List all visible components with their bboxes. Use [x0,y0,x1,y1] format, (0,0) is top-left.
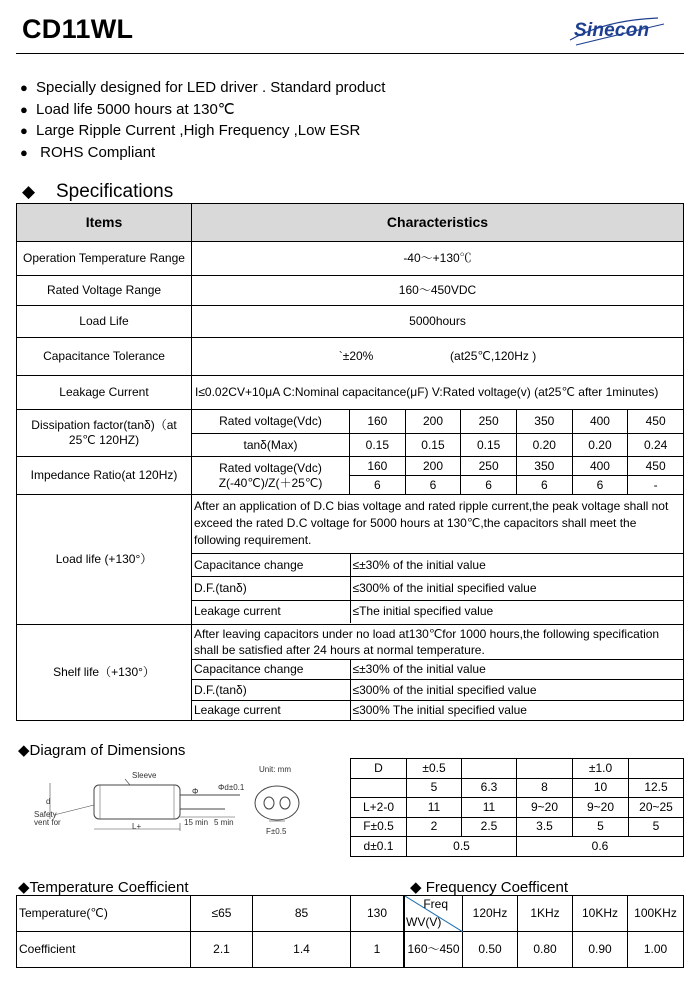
imp-voltage: 350 [516,457,572,476]
diamond-icon: ◆ [18,742,30,759]
list-item: ● ROHS Compliant [20,142,385,164]
freq-corner-top: Freq [423,897,448,911]
imp-voltage: 250 [461,457,517,476]
df-value: 0.20 [572,434,628,457]
diamond-icon: ◆ [18,879,30,896]
shelf-test-subtable [192,659,683,720]
load-test-cell [192,495,684,625]
df-value: 0.20 [516,434,572,457]
criteria-value: ≤The initial specified value [350,600,683,623]
imp-value: 6 [572,476,628,495]
cap-tol-cell [192,338,684,376]
dimensions-heading: ◆Diagram of Dimensions [18,742,186,759]
diagram-d-mark: d [46,797,51,806]
imp-value: - [628,476,684,495]
imp-value: 6 [461,476,517,495]
diagram-lead5: 5 min [214,818,234,827]
criteria-key: D.F.(tanδ) [192,680,350,700]
dim-F: 2 [407,817,462,837]
op-temp-label: Operation Temperature Range [17,242,192,276]
freq-coef-value: 0.90 [573,932,628,968]
impedance-row-label: Rated voltage(Vdc) Z(-40℃)/Z(＋25℃) [192,457,350,495]
page-title: CD11WL [22,14,134,44]
cap-tol-condition: (at25℃,120Hz ) [450,349,537,363]
imp-value: 6 [516,476,572,495]
df-voltage: 160 [350,410,406,434]
temp-coef-heading: ◆Temperature Coefficient [18,879,189,896]
dim-F-label: F±0.5 [351,817,407,837]
col-items-header: Items [17,204,192,242]
freq-coef-table [404,895,684,968]
df-voltage: 350 [516,410,572,434]
criteria-value: ≤±30% of the initial value [350,660,683,680]
bullet-icon: ● [20,80,28,95]
freq-corner-cell [405,896,463,932]
df-value: 0.15 [461,434,517,457]
header-rule [16,53,684,54]
dim-F: 3.5 [517,817,573,837]
specifications-heading: ◆ Specifications [22,181,174,202]
op-temp-value: -40～+130℃ [192,242,684,276]
list-item: ● Large Ripple Current ,High Frequency ,Low ESR [20,120,385,142]
dim-D-label: D [351,759,407,779]
coef-row-label: Coefficient [17,932,191,968]
criteria-value: ≤300% of the initial specified value [350,577,683,600]
dimensions-table [350,758,684,857]
dim-D: 8 [517,778,573,798]
df-voltage: 450 [628,410,684,434]
shelf-test-desc: After leaving capacitors under no load at130℃for 1000 hours,the following specification shall be satisfied after 24 hours at normal temperature. [194,627,660,657]
temp-value: 130 [351,896,404,932]
freq-value: 1KHz [518,896,573,932]
imp-voltage: 450 [628,457,684,476]
temp-coef-table [16,895,404,968]
bullet-icon: ● [20,101,28,117]
dim-F: 5 [629,817,684,837]
dim-L: 20~25 [629,798,684,818]
criteria-key: Leakage current [192,700,350,720]
dim-F: 2.5 [462,817,517,837]
brand-logo [566,14,666,48]
coef-value: 2.1 [191,932,253,968]
cap-tol-value: `±20% [338,349,374,363]
rated-voltage-label: Rated Voltage Range [17,276,192,306]
load-test-desc: After an application of D.C bias voltage and rated ripple current,the peak voltage shall not exceed the rated D.C voltage for 5000 hours at 130℃,the capacitors shall meet the following requirement. [194,499,669,547]
freq-corner-bottom: WV(V) [406,915,442,929]
temp-value: ≤65 [191,896,253,932]
coef-value: 1 [351,932,404,968]
freq-value: 10KHz [573,896,628,932]
df-value: 0.15 [350,434,406,457]
load-life-label: Load Life [17,306,192,338]
criteria-value: ≤300% of the initial specified value [350,680,683,700]
dim-d: 0.6 [517,837,684,857]
diagram-length: L+ [132,822,142,831]
list-item: ● Specially designed for LED driver . Standard product [20,77,385,99]
freq-coef-value: 0.80 [518,932,573,968]
dim-d-label: d±0.1 [351,837,407,857]
load-life-value: 5000hours [192,306,684,338]
df-label: Dissipation factor(tanδ)（at 25℃ 120HZ) [17,410,192,457]
dim-D: 12.5 [629,778,684,798]
col-characteristics-header: Characteristics [192,204,684,242]
diagram-phi: Φ [192,787,199,796]
shelf-test-label: Shelf life（+130°） [17,625,192,721]
rated-voltage-value: 160～450VDC [192,276,684,306]
dim-L: 11 [462,798,517,818]
dim-d: 0.5 [407,837,517,857]
imp-voltage: 160 [350,457,406,476]
dim-tol: ±0.5 [407,759,462,779]
df-voltage: 200 [405,410,461,434]
bullet-icon: ● [20,123,28,138]
bullet-icon: ● [20,144,28,160]
diamond-icon: ◆ [410,879,422,896]
temp-row-label: Temperature(℃) [17,896,191,932]
brand-name: Sinecon [574,20,650,41]
dim-D: 6.3 [462,778,517,798]
dim-F: 5 [573,817,629,837]
diagram-sleeve: Sleeve [132,771,157,780]
leakage-label: Leakage Current [17,376,192,410]
imp-voltage: 400 [572,457,628,476]
dim-tol: ±1.0 [573,759,629,779]
dim-D: 10 [573,778,629,798]
dim-D: 5 [407,778,462,798]
imp-value: 6 [405,476,461,495]
dim-L: 11 [407,798,462,818]
criteria-key: Capacitance change [194,557,304,572]
impedance-label: Impedance Ratio(at 120Hz) [17,457,192,495]
load-test-label: Load life (+130°） [17,495,192,625]
df-value: 0.24 [628,434,684,457]
df-tan-label: tanδ(Max) [192,434,350,457]
criteria-key: Leakage current [192,600,350,623]
load-test-subtable [192,553,683,623]
cap-tol-label: Capacitance Tolerance [17,338,192,376]
dim-L-label: L+2-0 [351,798,407,818]
df-voltage-label: Rated voltage(Vdc) [192,410,350,434]
wv-value: 160～450 [405,932,463,968]
diamond-icon: ◆ [22,182,36,201]
freq-coef-value: 1.00 [628,932,684,968]
freq-value: 120Hz [463,896,518,932]
df-voltage: 400 [572,410,628,434]
feature-list [20,77,385,163]
shelf-test-cell [192,625,684,721]
specifications-table [16,203,684,721]
diagram-safety-vent: Safety vent for [34,810,61,827]
dim-L: 9~20 [573,798,629,818]
temp-value: 85 [253,896,351,932]
imp-voltage: 200 [405,457,461,476]
freq-coef-heading: ◆ Frequency Coefficent [410,879,569,896]
diagram-phi-d: Φd±0.1 [218,783,245,792]
diagram-unit: Unit: mm [259,765,291,774]
leakage-value: I≤0.02CV+10μA C:Nominal capacitance(μF) V:Rated voltage(v) (at25℃ after 1minutes) [192,376,684,410]
dimension-diagram [30,765,330,847]
imp-value: 6 [350,476,406,495]
freq-value: 100KHz [628,896,684,932]
criteria-key: D.F.(tanδ) [192,577,350,600]
diagram-pitch: F±0.5 [266,827,287,836]
freq-coef-value: 0.50 [463,932,518,968]
coef-value: 1.4 [253,932,351,968]
criteria-key: Capacitance change [194,662,304,677]
diagram-lead15: 15 min [184,818,209,827]
criteria-value: ≤±30% of the initial value [350,554,683,577]
df-voltage: 250 [461,410,517,434]
dim-L: 9~20 [517,798,573,818]
list-item: ● Load life 5000 hours at 130℃ [20,99,385,121]
criteria-value: ≤300% The initial specified value [350,700,683,720]
df-value: 0.15 [405,434,461,457]
